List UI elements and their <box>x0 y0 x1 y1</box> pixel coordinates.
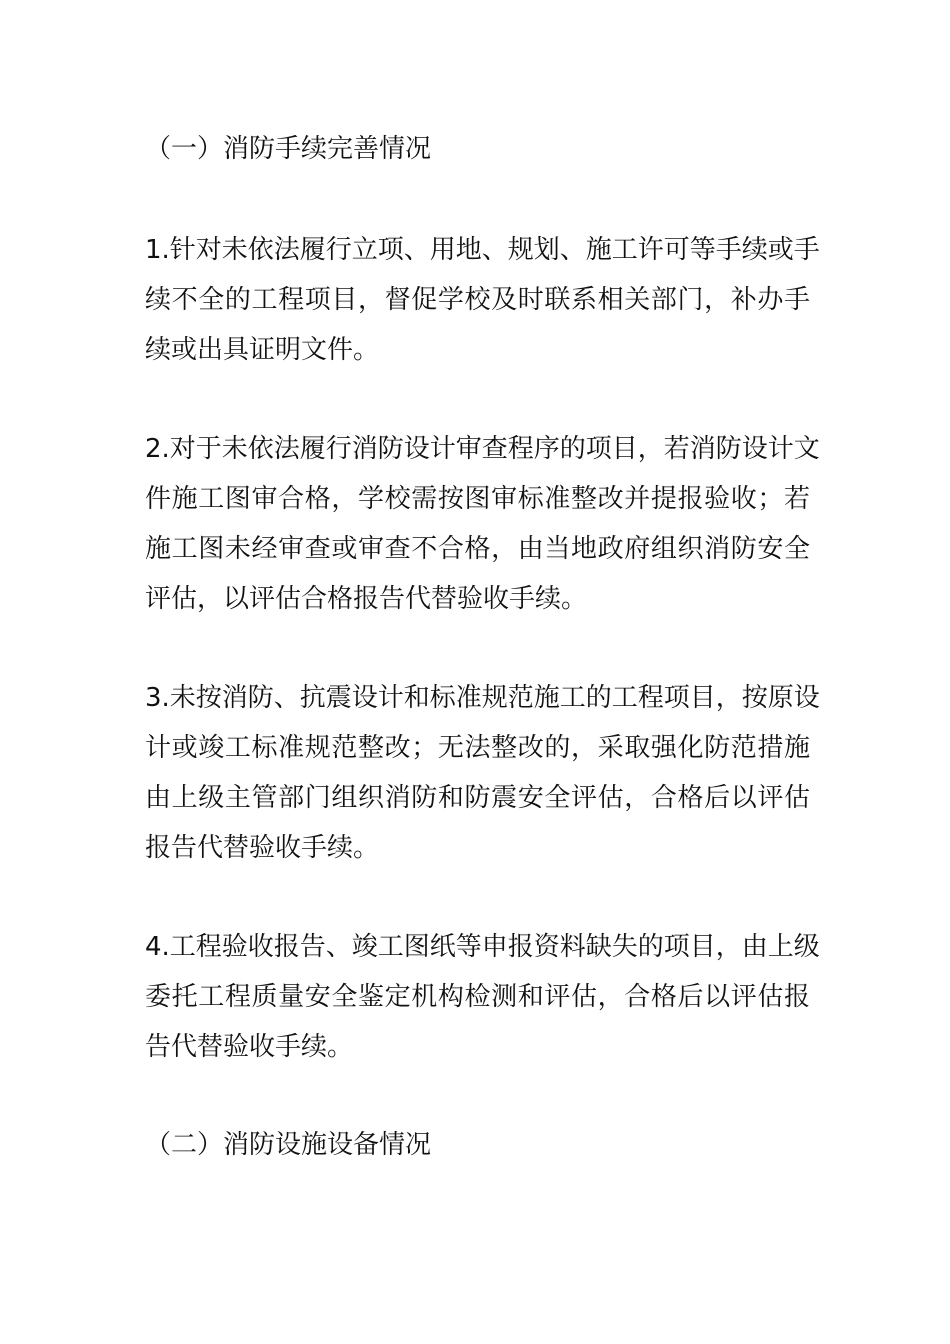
section-heading-2: （二）消防设施设备情况 <box>145 1130 432 1160</box>
paragraph-2-line-1: 2.对于未依法履行消防设计审查程序的项目，若消防设计文 <box>145 434 820 464</box>
paragraph-4 <box>145 922 820 1072</box>
section-heading-1: （一）消防手续完善情况 <box>145 134 432 164</box>
paragraph-4-line-3: 告代替验收手续。 <box>145 1032 354 1062</box>
paragraph-4-line-1: 4.工程验收报告、竣工图纸等申报资料缺失的项目，由上级 <box>145 932 820 962</box>
paragraph-2-line-4: 评估，以评估合格报告代替验收手续。 <box>145 584 588 614</box>
paragraph-1-line-2: 续不全的工程项目，督促学校及时联系相关部门，补办手 <box>145 285 810 315</box>
paragraph-1-line-3: 续或出具证明文件。 <box>145 335 380 365</box>
paragraph-2 <box>145 424 820 624</box>
paragraph-3 <box>145 673 820 873</box>
paragraph-3-line-3: 由上级主管部门组织消防和防震安全评估，合格后以评估 <box>145 783 810 813</box>
paragraph-4-line-2: 委托工程质量安全鉴定机构检测和评估，合格后以评估报 <box>145 982 810 1012</box>
paragraph-3-line-2: 计或竣工标准规范整改；无法整改的，采取强化防范措施 <box>145 733 810 763</box>
paragraph-1 <box>145 225 820 375</box>
paragraph-2-line-2: 件施工图审合格，学校需按图审标准整改并提报验收；若 <box>145 484 810 514</box>
paragraph-1-line-1: 1.针对未依法履行立项、用地、规划、施工许可等手续或手 <box>145 235 820 265</box>
paragraph-3-line-4: 报告代替验收手续。 <box>145 833 380 863</box>
paragraph-3-line-1: 3.未按消防、抗震设计和标准规范施工的工程项目，按原设 <box>145 683 820 713</box>
paragraph-2-line-3: 施工图未经审查或审查不合格，由当地政府组织消防安全 <box>145 534 810 564</box>
